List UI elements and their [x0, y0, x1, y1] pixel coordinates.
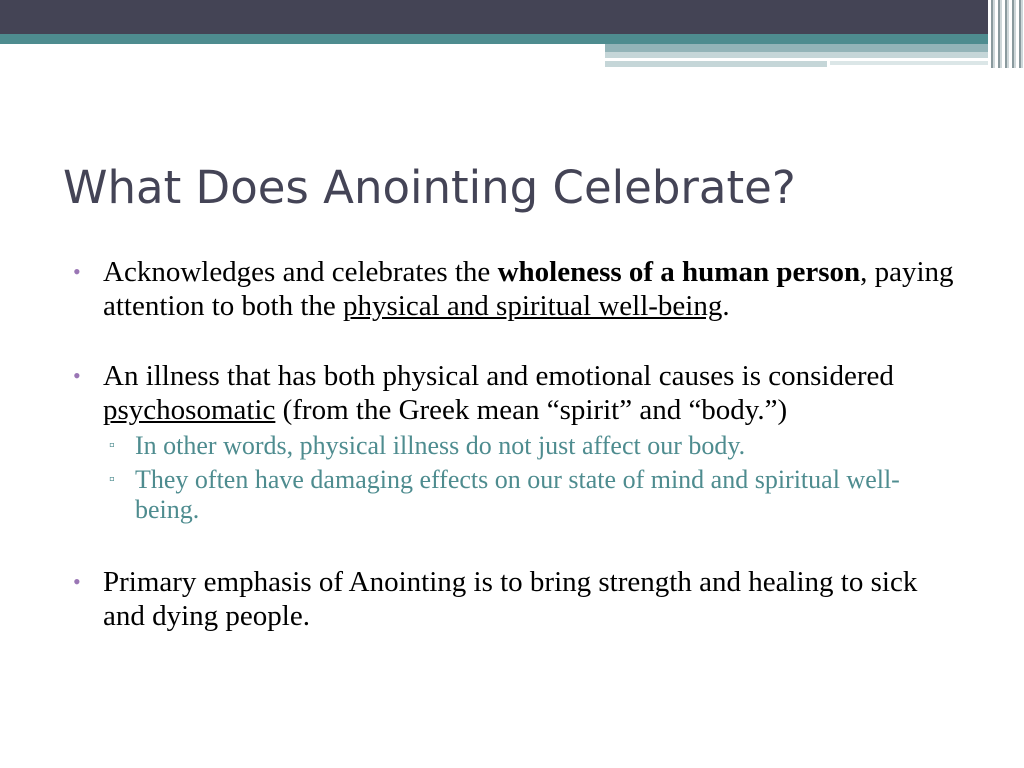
sub-bullet-text: They often have damaging effects on our state of mind and spiritual well-being.: [135, 465, 900, 524]
header-stripe-accent: [605, 61, 827, 67]
bullet-wholeness: [73, 255, 963, 323]
sub-bullet: [73, 465, 963, 525]
header-decoration-lines: [988, 0, 1024, 68]
bullet-text: Primary emphasis of Anointing is to bring strength and healing to sick and dying people.: [103, 566, 918, 632]
underlined-phrase: physical and spiritual well-being: [343, 290, 723, 322]
bullet-marker: •: [73, 569, 81, 594]
header-stripe-accent: [605, 52, 1024, 58]
header-stripe: [0, 34, 1024, 44]
bullet-text: Acknowledges and celebrates the: [103, 256, 498, 288]
bullet-marker: •: [73, 259, 81, 284]
bullet-text: (from the Greek mean “spirit” and “body.”): [275, 394, 788, 426]
slide-title: What Does Anointing Celebrate?: [63, 161, 796, 214]
bullet-primary-emphasis: [73, 565, 963, 633]
sub-bullet: [73, 431, 963, 461]
sub-bullet-marker: ▫: [109, 471, 115, 488]
sub-bullet-text: In other words, physical illness do not just affect our body.: [135, 431, 746, 460]
bullet-text: .: [722, 290, 730, 322]
bullet-text: , paying attention to both the: [103, 256, 954, 322]
underlined-phrase: psychosomatic: [103, 394, 276, 426]
slide-content: [73, 255, 963, 633]
sub-bullet-marker: ▫: [109, 437, 115, 454]
bold-phrase: wholeness of a human person: [497, 256, 861, 288]
header-stripe-accent: [605, 44, 1024, 52]
bullet-text: An illness that has both physical and emotional causes is considered: [103, 360, 894, 392]
header-bar: [0, 0, 1024, 34]
bullet-marker: •: [73, 363, 81, 388]
bullet-psychosomatic: [73, 359, 963, 427]
